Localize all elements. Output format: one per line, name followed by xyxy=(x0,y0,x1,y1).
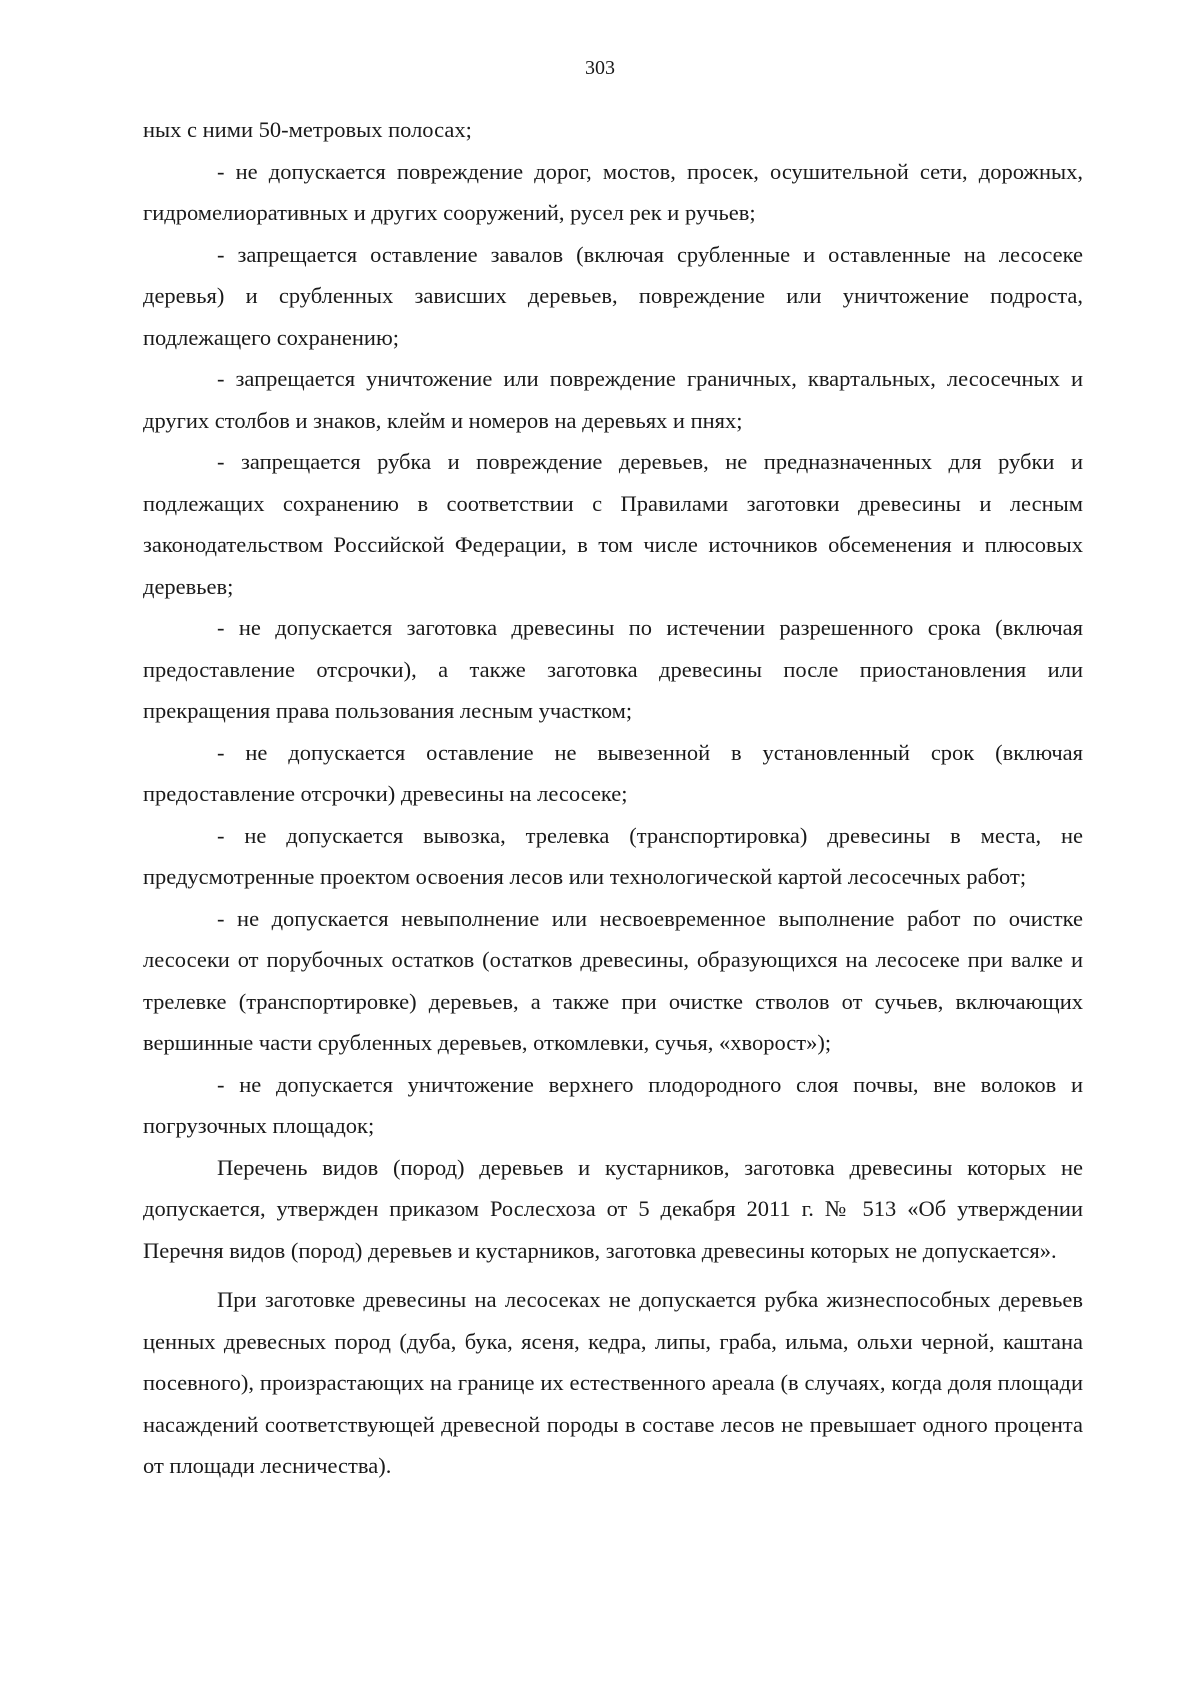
paragraph-protected-trees: - запрещается рубка и повреждение деревьев, не предназначенных для рубки и подлежащих сохранению в соответствии с Правилами заготовки древесины и лесным законодательством Российской Федерации, в том числе источников обсеменения и плюсовых деревьев; xyxy=(143,449,1083,599)
page-number: 303 xyxy=(585,57,615,79)
document-body xyxy=(143,109,1083,1487)
paragraph-species-list: Перечень видов (пород) деревьев и кустарников, заготовка древесины которых не допускается, утвержден приказом Рослесхоза от 5 декабря 2011 г. № 513 «Об утверждении Перечня видов (пород) деревьев и кустарников, заготовка древесины которых не допускается». xyxy=(143,1154,1083,1263)
paragraph-debris-prohibition: - запрещается оставление завалов (включая срубленные и оставленные на лесосеке деревья) и срубленных зависших деревьев, повреждение или уничтожение подроста, подлежащего сохранению; xyxy=(143,241,1083,350)
paragraph-unremoved-timber: - не допускается оставление не вывезенной в установленный срок (включая предоставление отсрочки) древесины на лесосеке; xyxy=(143,739,1083,806)
paragraph-valuable-species: При заготовке древесины на лесосеках не допускается рубка жизнеспособных деревьев ценных древесных пород (дуба, бука, ясеня, кедра, липы, граба, ильма, ольхи черной, каштана посевного), произрастающих на границе их естественного ареала (в случаях, когда доля площади насаждений соответствующей древесной породы в составе лесов не превышает одного процента от площади лесничества). xyxy=(143,1287,1083,1478)
paragraph-slash-cleanup: - не допускается невыполнение или несвоевременное выполнение работ по очистке лесосеки от порубочных остатков (остатков древесины, образующихся на лесосеке при валке и трелевке (транспортировке) деревьев, а также при очистке стволов от сучьев, включающих вершинные части срубленных деревьев, откомлевки, сучья, «хворост»); xyxy=(143,905,1083,1055)
paragraph-continuation: ных с ними 50-метровых полосах; xyxy=(143,117,472,142)
paragraph-posts-signs: - запрещается уничтожение или повреждение граничных, квартальных, лесосечных и других столбов и знаков, клейм и номеров на деревьях и пнях; xyxy=(143,366,1083,433)
paragraph-skidding-routes: - не допускается вывозка, трелевка (транспортировка) древесины в места, не предусмотренные проектом освоения лесов или технологической картой лесосечных работ; xyxy=(143,822,1083,889)
paragraph-roads-damage: - не допускается повреждение дорог, мостов, просек, осушительной сети, дорожных, гидромелиоративных и других сооружений, русел рек и ручьев; xyxy=(143,158,1083,225)
paragraph-topsoil: - не допускается уничтожение верхнего плодородного слоя почвы, вне волоков и погрузочных площадок; xyxy=(143,1071,1083,1138)
paragraph-harvest-deadline: - не допускается заготовка древесины по истечении разрешенного срока (включая предоставление отсрочки), а также заготовка древесины после приостановления или прекращения права пользования лесным участком; xyxy=(143,615,1083,723)
